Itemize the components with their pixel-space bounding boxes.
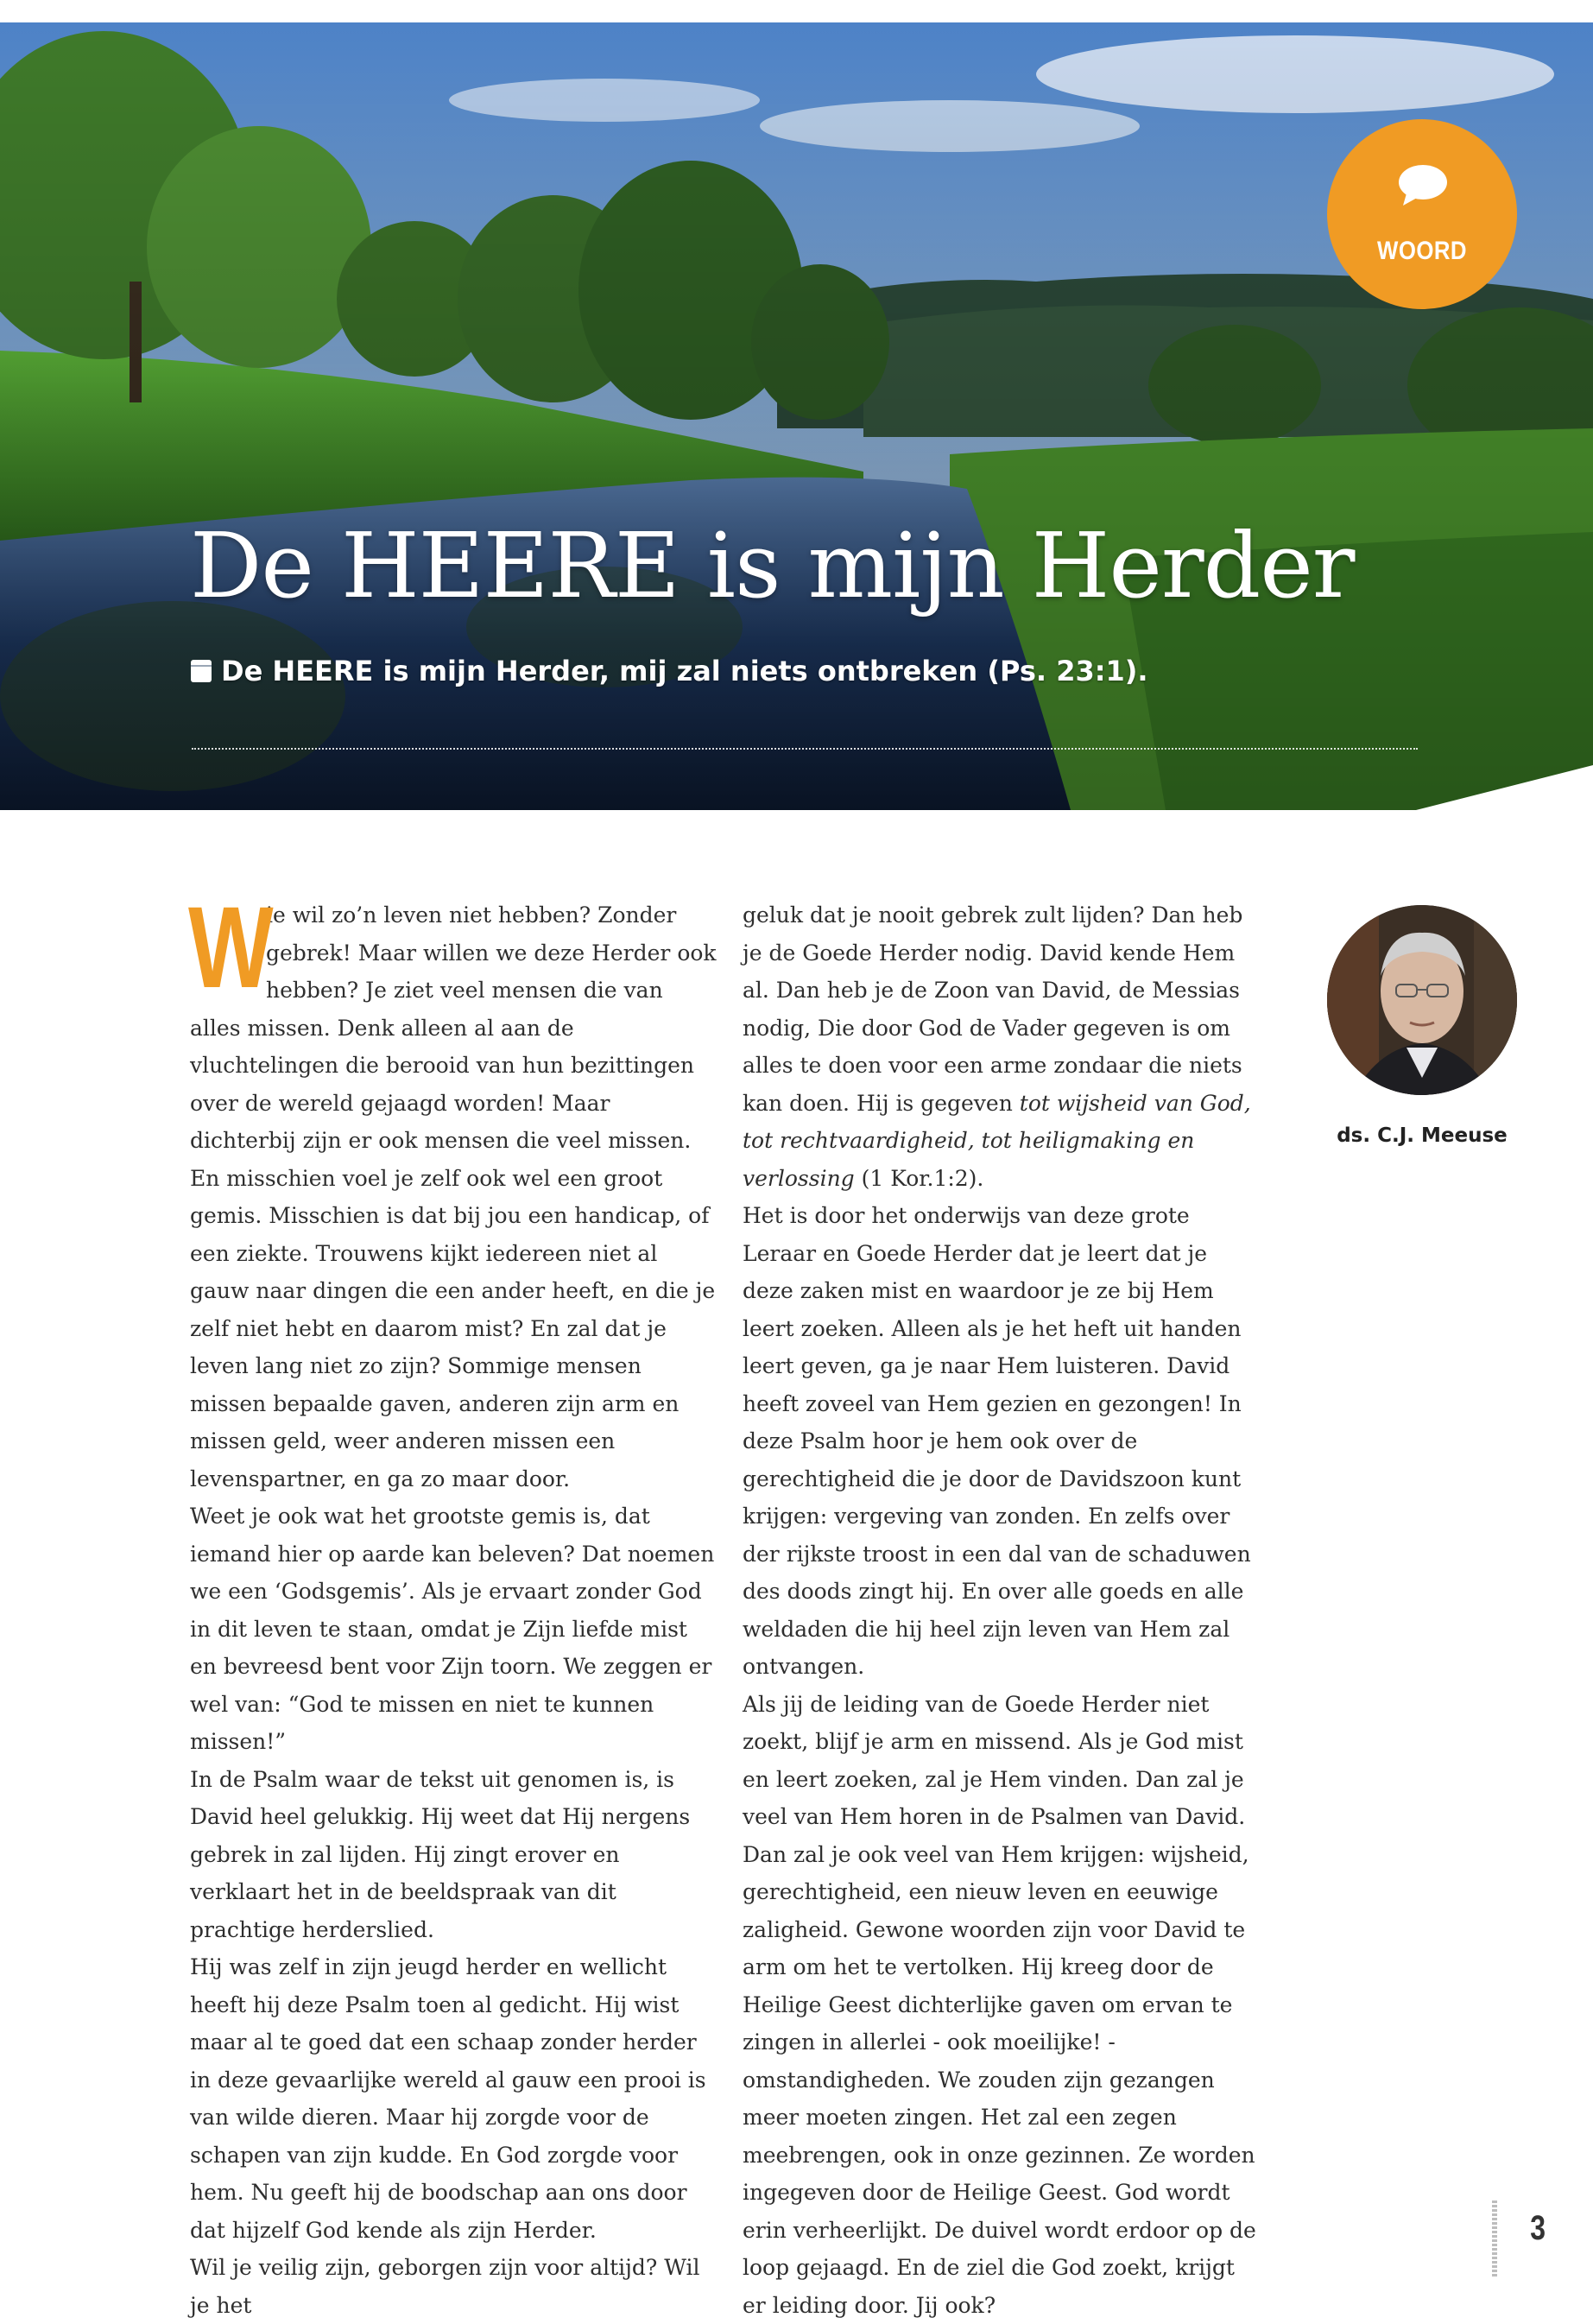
drop-cap: W [188,900,241,997]
section-badge [1327,119,1517,309]
page-title: De HEERE is mijn Herder [190,513,1354,618]
corner-cut [0,22,1593,810]
author-photo [1327,905,1517,1095]
article-column-left [190,896,717,2324]
dotted-divider [192,748,1418,750]
paragraph: Wil je veilig zijn, geborgen zijn voor altijd? Wil je het [190,2249,717,2324]
verse-line [190,655,1148,687]
page-number: 3 [1530,2209,1546,2248]
page-number-bar [1492,2201,1497,2278]
book-icon [190,658,212,684]
paragraph: Weet je ook wat het grootste gemis is, dat iemand hier op aarde kan beleven? Dat noemen we een ‘Godsgemis’. Als je ervaart zonder God in dit leven te staan, omdat je Zijn liefde mist en bevreesd bent voor Zijn toorn. We zeggen er wel van: “God te missen en niet te kunnen missen!” [190,1498,717,1761]
section-badge-label: WOORD [1340,237,1503,266]
paragraph: Het is door het onderwijs van deze grote Leraar en Goede Herder dat je leert dat je deze zaken mist en waardoor je ze bij Hem leert zoeken. Alleen als je het heft uit handen leert geven, ga je naar Hem luisteren. David heeft zoveel van Hem gezien en gezongen! In deze Psalm hoor je hem ook over de gerechtigheid die je door de Davidszoon kunt krijgen: vergeving van zonden. En zelfs over der rijkste troost in een dal van de schaduwen des doods zingt hij. En over alle goeds en alle weldaden die hij heel zijn leven van Hem zal ontvangen. [743,1197,1261,1686]
author-name: ds. C.J. Meeuse [1295,1124,1549,1147]
scripture-quote: tot wijsheid van God, tot rechtvaardigheid, tot heiligmaking en verlossing [743,1091,1251,1191]
article-column-right [743,896,1261,2324]
paragraph: ie wil zo’n leven niet hebben? Zonder gebrek! Maar willen we deze Herder ook hebben? Je ziet veel mensen die van alles missen. Denk alleen al aan de vluchtelingen die berooid van hun bezittingen over de wereld gejaagd worden! Maar dichterbij zijn er ook mensen die veel missen. En misschien voel je zelf ook wel een groot gemis. Misschien is dat bij jou een handicap, of een ziekte. Trouwens kijkt iedereen niet al gauw naar dingen die een ander heeft, en die je zelf niet hebt en daarom mist? En zal dat je leven lang niet zo zijn? Sommige mensen missen bepaalde gaven, anderen zijn arm en missen geld, weer anderen missen een levenspartner, en ga zo maar door. [190,896,717,1498]
speech-bubble-icon [1398,164,1448,207]
header-photo [0,22,1593,810]
paragraph-text: geluk dat je nooit gebrek zult lijden? Dan heb je de Goede Herder nodig. David kende Hem al. Dan heb je de Zoon van David, de Messias nodig, Die door God de Vader gegeven is om alles te doen voor een arme zondaar die niets kan doen. Hij is gegeven [743,902,1242,1116]
author-portrait [1327,905,1517,1095]
paragraph [743,896,1261,1197]
paragraph: Hij was zelf in zijn jeugd herder en wellicht heeft hij deze Psalm toen al gedicht. Hij wist maar al te goed dat een schaap zonder herder in deze gevaarlijke wereld al gauw een prooi is van wilde dieren. Maar hij zorgde voor de schapen van zijn kudde. En God zorgde voor hem. Nu geeft hij de boodschap aan ons door dat hijzelf God kende als zijn Herder. [190,1948,717,2249]
paragraph: In de Psalm waar de tekst uit genomen is, is David heel gelukkig. Hij weet dat Hij nergens gebrek in zal lijden. Hij zingt erover en verklaart het in de beeldspraak van dit prachtige herderslied. [190,1761,717,1949]
scripture-reference: (1 Kor.1:2). [855,1166,984,1191]
paragraph: Als jij de leiding van de Goede Herder niet zoekt, blijf je arm en missend. Als je God mist en leert zoeken, zal je Hem vinden. Dan zal je veel van Hem horen in de Psalmen van David. Dan zal je ook veel van Hem krijgen: wijsheid, gerechtigheid, een nieuw leven en eeuwige zaligheid. Gewone woorden zijn voor David te arm om het te vertolken. Hij kreeg door de Heilige Geest dichterlijke gaven om ervan te zingen in allerlei - ook moeilijke! - omstandigheden. We zouden zijn gezangen meer moeten zingen. Het zal een zegen meebrengen, ook in onze gezinnen. Ze worden ingegeven door de Heilige Geest. God wordt erin verheerlijkt. De duivel wordt erdoor op de loop gejaagd. En de ziel die God zoekt, krijgt er leiding door. Jij ook? [743,1686,1261,2324]
verse-text: De HEERE is mijn Herder, mij zal niets ontbreken (Ps. 23:1). [221,655,1148,687]
